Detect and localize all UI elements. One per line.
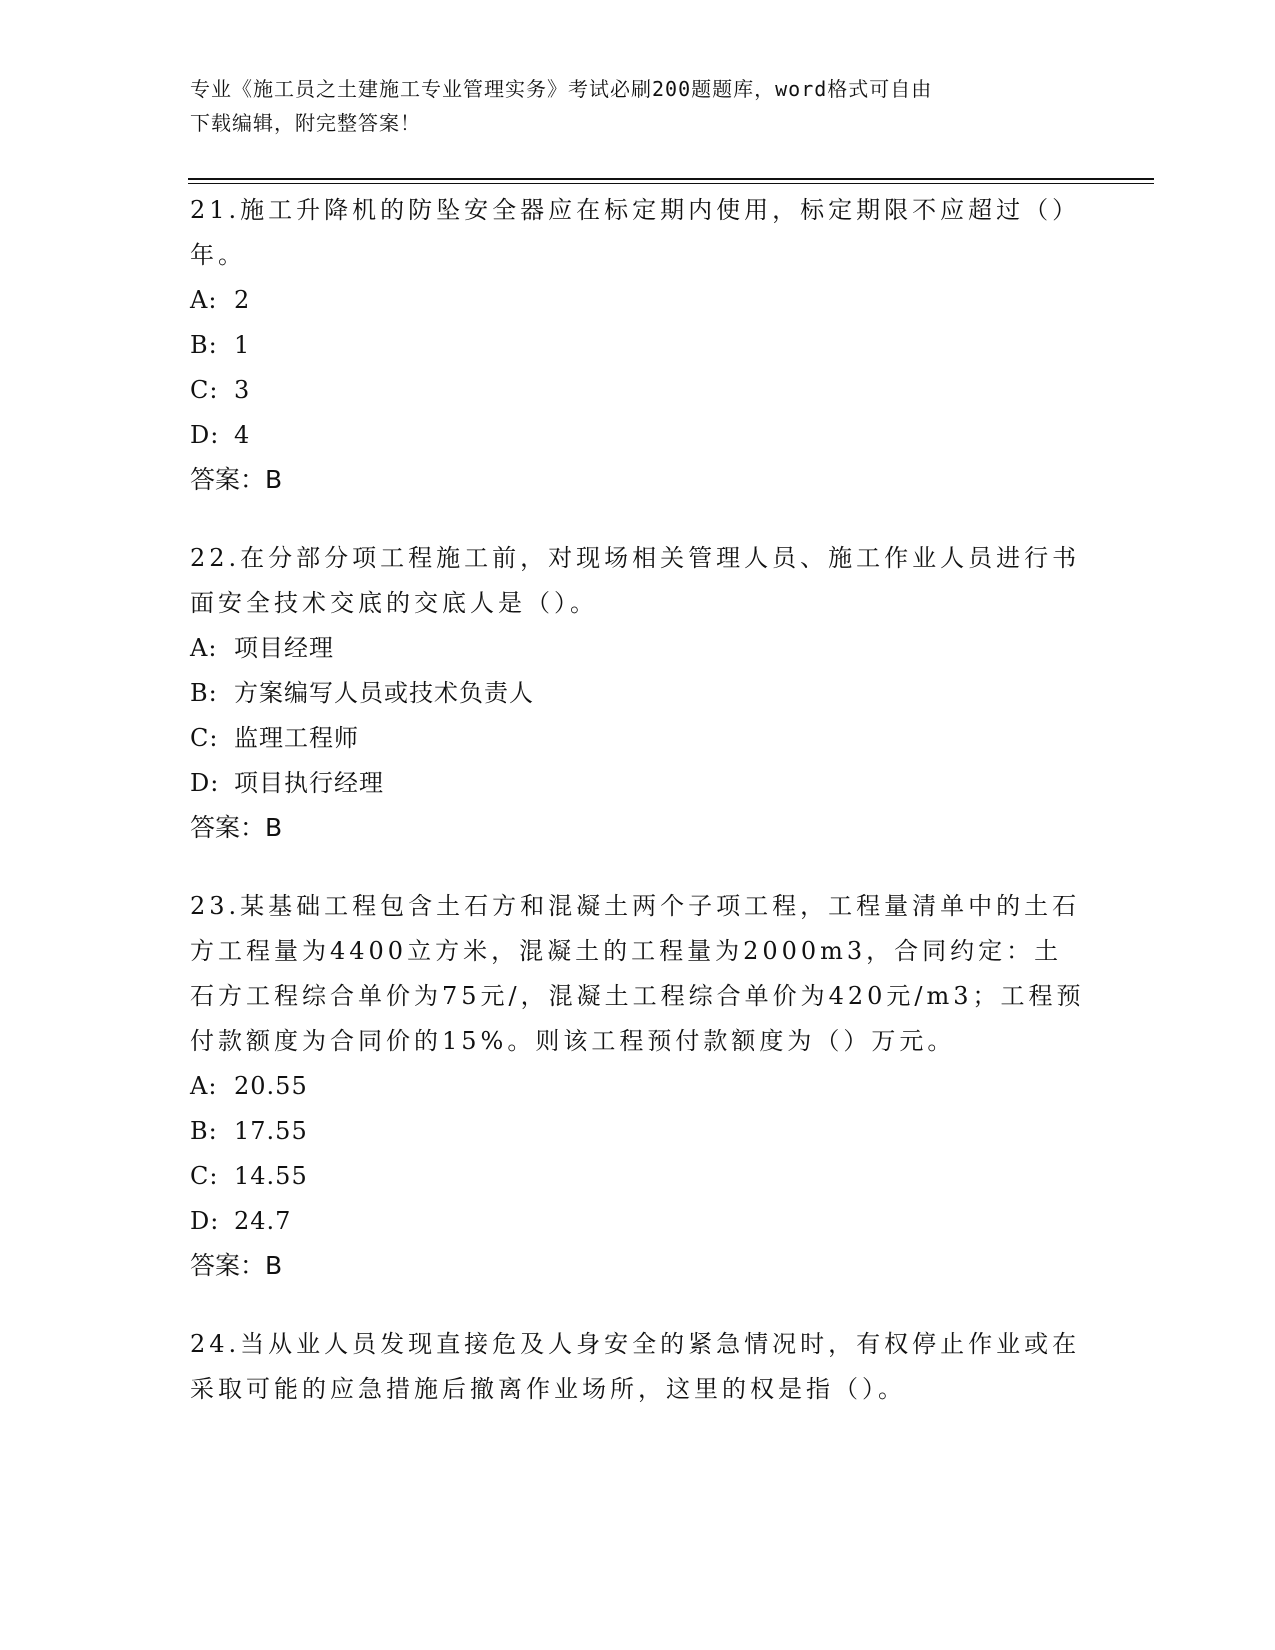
- option-letter: C:: [190, 724, 219, 752]
- option-text: 14.55: [234, 1162, 308, 1190]
- option-text: 监理工程师: [234, 724, 359, 752]
- option-letter: C:: [190, 1162, 219, 1190]
- option-text: 方案编写人员或技术负责人: [234, 679, 534, 707]
- answer-line: 答案：B: [190, 465, 283, 494]
- header-title-line-2: 下载编辑，附完整答案！: [190, 111, 421, 135]
- option-letter: A:: [190, 286, 218, 314]
- option-text: 4: [234, 421, 251, 449]
- option-letter: B:: [190, 679, 218, 707]
- option-b: [190, 671, 1090, 716]
- document-header: [190, 72, 1070, 140]
- header-title-line-1: 专业《施工员之土建施工专业管理实务》考试必刷200题题库，word格式可自由: [190, 77, 933, 101]
- answer-line: 答案：B: [190, 1251, 283, 1280]
- option-letter: A:: [190, 1072, 218, 1100]
- question-text: 21.施工升降机的防坠安全器应在标定期内使用，标定期限不应超过（）年。: [190, 196, 1081, 269]
- option-text: 2: [234, 286, 251, 314]
- option-letter: D:: [190, 1207, 220, 1235]
- option-letter: C:: [190, 376, 219, 404]
- option-letter: A:: [190, 634, 218, 662]
- option-b: [190, 323, 1090, 368]
- question-22: [190, 536, 1090, 850]
- option-d: [190, 761, 1090, 806]
- header-divider-thin: [188, 183, 1154, 184]
- option-text: 24.7: [234, 1207, 292, 1235]
- option-letter: D:: [190, 769, 220, 797]
- option-a: [190, 1064, 1090, 1109]
- option-text: 17.55: [234, 1117, 308, 1145]
- option-letter: B:: [190, 331, 218, 359]
- option-text: 1: [234, 331, 251, 359]
- option-letter: B:: [190, 1117, 218, 1145]
- question-text: 23.某基础工程包含土石方和混凝土两个子项工程，工程量清单中的土石方工程量为4400立方米，混凝土的工程量为2000m3，合同约定：土石方工程综合单价为75元/，混凝土工程综合单价为420元/m3；工程预付款额度为合同价的15%。则该工程预付款额度为（）万元。: [190, 892, 1085, 1055]
- option-text: 20.55: [234, 1072, 308, 1100]
- option-a: [190, 626, 1090, 671]
- option-b: [190, 1109, 1090, 1154]
- option-d: [190, 413, 1090, 458]
- option-d: [190, 1199, 1090, 1244]
- option-c: [190, 1154, 1090, 1199]
- question-text: 24.当从业人员发现直接危及人身安全的紧急情况时，有权停止作业或在采取可能的应急措施后撤离作业场所，这里的权是指（）。: [190, 1330, 1081, 1403]
- header-divider-thick: [188, 178, 1154, 180]
- option-letter: D:: [190, 421, 220, 449]
- question-text: 22.在分部分项工程施工前，对现场相关管理人员、施工作业人员进行书面安全技术交底的交底人是（）。: [190, 544, 1081, 617]
- option-text: 项目经理: [234, 634, 334, 662]
- option-text: 3: [234, 376, 251, 404]
- option-c: [190, 716, 1090, 761]
- question-24: [190, 1322, 1090, 1412]
- answer-line: 答案：B: [190, 813, 283, 842]
- question-21: [190, 188, 1090, 502]
- question-list: [190, 188, 1090, 1446]
- option-text: 项目执行经理: [234, 769, 384, 797]
- question-23: [190, 884, 1090, 1288]
- option-c: [190, 368, 1090, 413]
- option-a: [190, 278, 1090, 323]
